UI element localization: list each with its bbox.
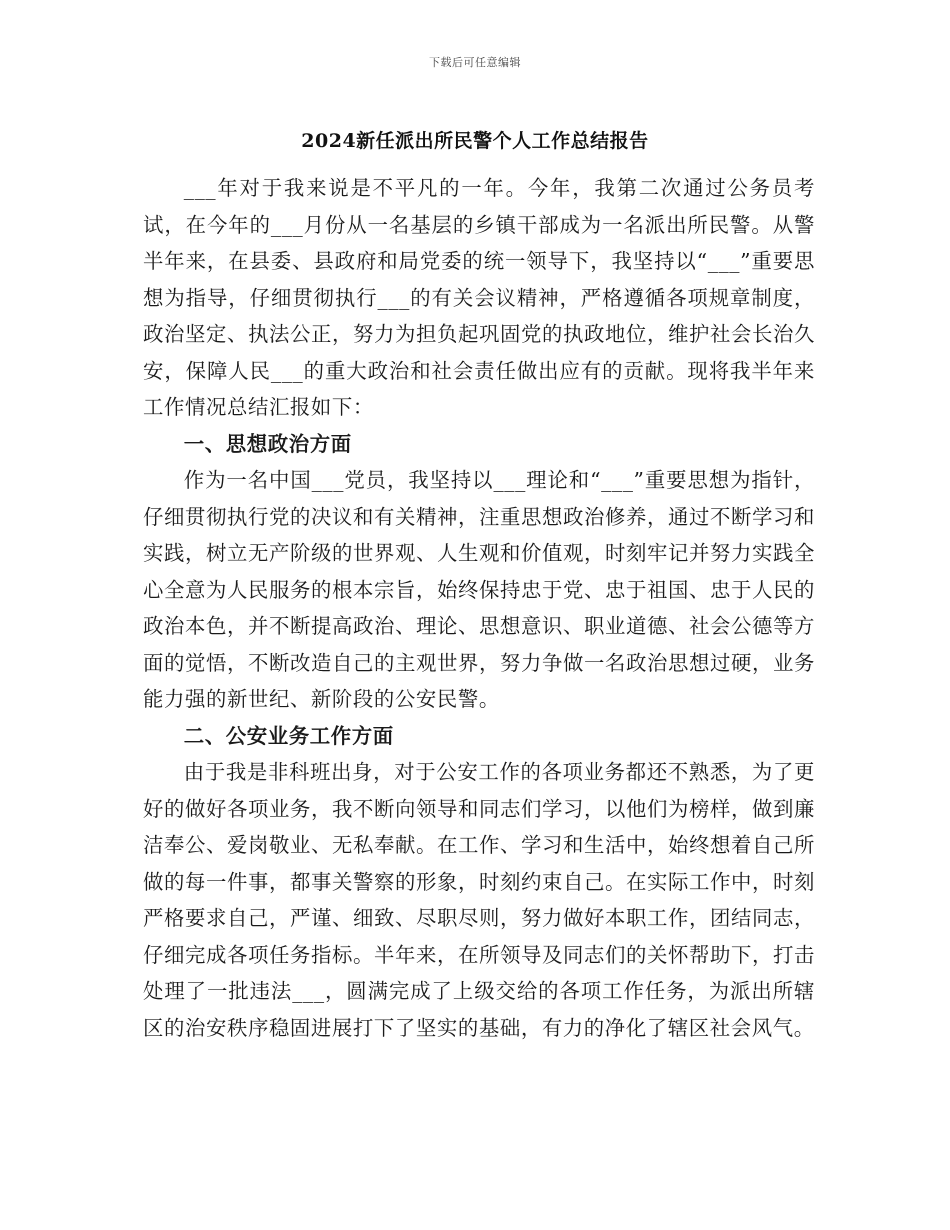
- section-heading-police-work: 二、公安业务工作方面: [183, 723, 394, 748]
- section-paragraph-ideology: 作为一名中国___党员，我坚持以___理论和“___”重要思想为指针，仔细贯彻执行党的决议和有关精神，注重思想政治修养，通过不断学习和实践，树立无产阶级的世界观、人生观和价值观，时刻牢记并努力实践全心全意为人民服务的根本宗旨，始终保持忠于党、忠于祖国、忠于人民的政治本色，并不断提高政治、理论、思想意识、职业道德、社会公德等方面的觉悟，不断改造自己的主观世界，努力争做一名政治思想过硬，业务能力强的新世纪、新阶段的公安民警。: [143, 468, 815, 711]
- document-body: [143, 170, 815, 1046]
- intro-paragraph: ___年对于我来说是不平凡的一年。今年，我第二次通过公务员考试，在今年的___月份从一名基层的乡镇干部成为一名派出所民警。从警半年来，在县委、县政府和局党委的统一领导下，我坚持以“___”重要思想为指导，仔细贯彻执行___的有关会议精神，严格遵循各项规章制度，政治坚定、执法公正，努力为担负起巩固党的执政地位，维护社会长治久安，保障人民___的重大政治和社会责任做出应有的贡献。现将我半年来工作情况总结汇报如下：: [143, 176, 815, 419]
- section-paragraph-police-work: 由于我是非科班出身，对于公安工作的各项业务都还不熟悉，为了更好的做好各项业务，我不断向领导和同志们学习，以他们为榜样，做到廉洁奉公、爱岗敬业、无私奉献。在工作、学习和生活中，始终想着自己所做的每一件事，都事关警察的形象，时刻约束自己。在实际工作中，时刻严格要求自己，严谨、细致、尽职尽则，努力做好本职工作，团结同志，仔细完成各项任务指标。半年来，在所领导及同志们的关怀帮助下，打击处理了一批违法___，圆满完成了上级交给的各项工作任务，为派出所辖区的治安秩序稳固进展打下了坚实的基础，有力的净化了辖区社会风气。: [143, 760, 815, 1040]
- section-heading-ideology: 一、思想政治方面: [183, 431, 352, 456]
- document-title: 2024新任派出所民警个人工作总结报告: [301, 130, 649, 152]
- header-note: 下载后可任意编辑: [429, 56, 521, 69]
